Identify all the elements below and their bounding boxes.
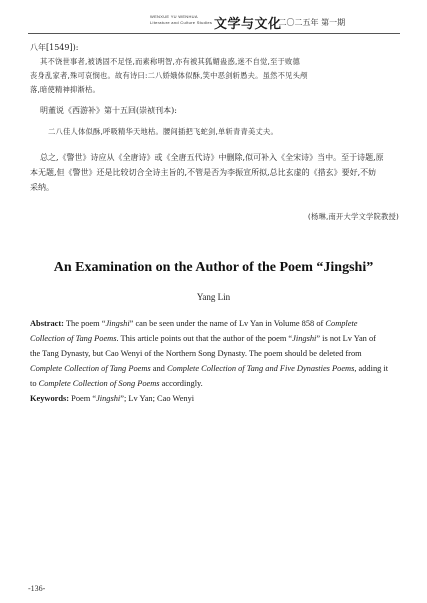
body-line: 八年[1549]): [30,43,79,52]
abstract-text: ” is not Lv Yan of [316,334,376,343]
english-author: Yang Lin [196,292,231,302]
abstract-text: accordingly. [159,379,203,388]
abstract-text: . This article points out that the author of the poem “ [116,334,293,343]
abstract-line [30,331,400,346]
abstract-line [30,376,400,391]
book-title: Complete [325,319,358,328]
abstract-text: The poem “ [63,319,106,328]
keywords-line [30,391,400,406]
page-number: -136- [28,584,46,593]
book-title: Collection of Tang Poems [30,334,117,343]
keywords-label: Keywords: [30,394,70,403]
quote-line: 二八佳人体似酥,呼吸精华天地枯。腰间插把飞蛇剑,单斩青青美丈夫。 [48,127,278,136]
abstract-line [30,316,400,331]
abstract-text: ” can be seen under the name of Lv Yan in Volume 858 of [129,319,326,328]
book-title: Complete Collection of Tang and Five Dynasties Poems [166,364,355,373]
author-affiliation: (杨琳,南开大学文学院教授) [307,212,399,221]
abstract-line [30,361,400,376]
conclusion-line: 总之,《警世》诗应从《全唐诗》或《全唐五代诗》中删除,似可补入《全宋诗》当中。至于诗题,原 [40,153,384,162]
quote-line: 其不饶世事者,被诱固不足怪,而素称明智,亦有被其狐媚蛊惑,迷不自觉,至于败德 [40,57,300,66]
issue-label: ·二〇二五年 第一期 [276,18,346,27]
abstract-line: the Tang Dynasty, but Cao Wenyi of the Northern Song Dynasty. The poem should be deleted from [30,349,362,358]
keywords-text: Poem “ [69,394,97,403]
keywords-text: ”; Lv Yan; Cao Wenyi [120,394,195,403]
poem-name: Jingshi [292,334,317,343]
abstract-text: , adding it [354,364,389,373]
poem-name: Jingshi [96,394,121,403]
header-latin-title: WENXUE YU WENHUA [150,14,198,19]
english-title: An Examination on the Author of the Poem “Jingshi” [53,260,374,275]
conclusion-line: 本无题,但《警世》还是比较切合全诗主旨的,不管是否为李振宣所拟,总比玄虚的《措玄》要好,不妨 [30,168,377,177]
abstract-text: and [150,364,167,373]
book-title: Complete Collection of Song Poems [38,379,160,388]
poem-name: Jingshi [105,319,130,328]
abstract-text: to [30,379,39,388]
quote-line: 落,暗使精神抑渐枯。 [30,85,100,94]
header-latin-subtitle: Literature and Culture Studies [150,20,213,25]
quote-line: 丧身乱家者,殊可哀悯也。故有诗曰:二八娇娥体似酥,笑中恶剑斩愚夫。虽然不见头颅 [30,71,308,80]
abstract-label: Abstract: [30,319,64,328]
journal-masthead: 文学与文化 [214,17,282,32]
header-rule [28,33,400,34]
reference-line: 明董说《西游补》第十五回(崇祯刊本): [40,106,177,115]
book-title: Complete Collection of Tang Poems [30,364,151,373]
running-header [150,14,400,32]
conclusion-line: 采纳。 [30,183,54,192]
